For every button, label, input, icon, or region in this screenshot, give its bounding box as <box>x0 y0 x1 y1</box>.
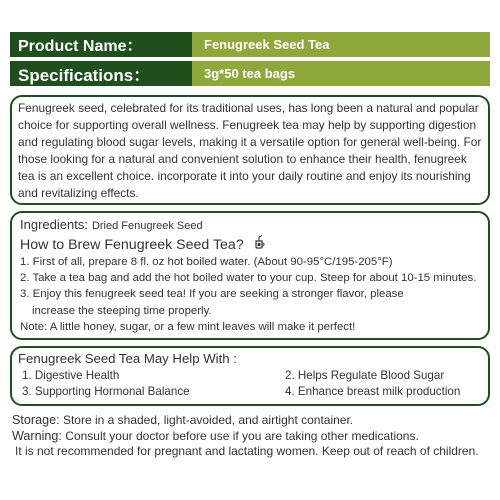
brewing-box <box>10 211 490 340</box>
brew-step-1: 1. First of all, prepare 8 fl. oz hot boiled water. (About 90-95°C/195-205°F) <box>20 256 393 268</box>
benefits-title: Fenugreek Seed Tea May Help With : <box>18 351 237 366</box>
specifications-value: 3g*50 tea bags <box>192 61 490 86</box>
benefit-item: 3. Supporting Hormonal Balance <box>22 385 190 398</box>
storage-line <box>12 413 492 429</box>
brew-step-3-continued: increase the steeping time properly. <box>32 304 212 317</box>
brew-title: How to Brew Fenugreek Seed Tea? <box>20 236 244 253</box>
brew-note: Note: A little honey, sugar, or a few mint leaves will make it perfect! <box>20 320 356 333</box>
warning-text: Consult your doctor before use if you are taking other medications. <box>65 428 419 443</box>
benefit-item: 4. Enhance breast milk production <box>285 385 461 398</box>
specifications-bar <box>10 61 490 86</box>
product-name-label: Product Name： <box>10 32 192 57</box>
warning-text-continued: It is not recommended for pregnant and lactating women. Keep out of reach of children. <box>15 444 479 458</box>
ingredients-line <box>20 216 480 235</box>
storage-section <box>12 413 492 460</box>
benefit-item: 2. Helps Regulate Blood Sugar <box>285 369 445 382</box>
warning-line <box>12 429 492 445</box>
benefit-item: 1. Digestive Health <box>22 369 120 382</box>
storage-label: Storage: <box>12 413 60 427</box>
storage-text: Store in a shaded, light-avoided, and airtight container. <box>62 413 354 427</box>
ingredients-value: Dried Fenugreek Seed <box>91 220 203 232</box>
description-box <box>10 95 490 205</box>
benefits-box <box>10 346 490 406</box>
product-name-bar <box>10 32 490 57</box>
product-name-value: Fenugreek Seed Tea <box>192 32 490 57</box>
warning-label: Warning: <box>12 428 62 443</box>
brew-step-2: 2. Take a tea bag and add the hot boiled water to your cup. Steep for about 10-15 minutes. <box>20 272 477 285</box>
ingredients-label: Ingredients: <box>20 217 88 232</box>
brew-title-line <box>20 235 480 254</box>
specifications-label: Specifications： <box>10 61 192 86</box>
benefits-list <box>18 368 482 400</box>
description-text: Fenugreek seed, celebrated for its traditional uses, has long been a natural and popular choice for supporting overall wellness. Fenugreek tea may help by supporting digestion and regulating blood sugar levels, making it a versatile option for general well-being. For those looking for a natural and convenient solution to enhance their health, fenugreek tea is an excellent choice. incorporate it into your daily routine and enjoy its nourishing and revitalizing effects. <box>18 101 482 200</box>
brew-step-3: 3. Enjoy this fenugreek seed tea! If you are seeking a stronger flavor, please <box>20 288 404 301</box>
tea-cup-icon <box>254 235 265 254</box>
